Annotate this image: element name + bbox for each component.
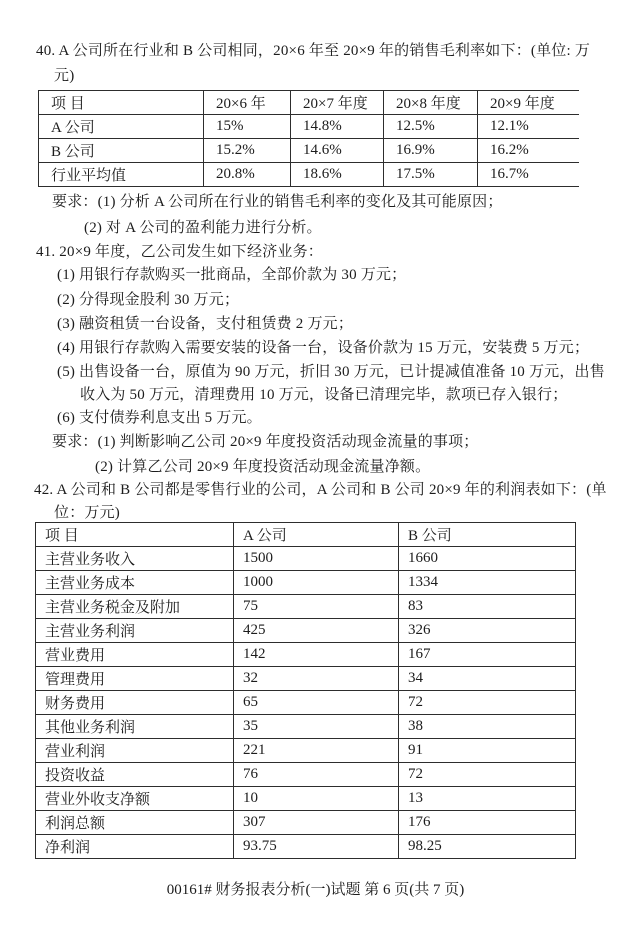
header-cell: 20×9 年度 — [478, 91, 579, 115]
q41-item-5-line1: (5) 出售设备一台，原值为 90 万元，折旧 30 万元，已计提减值准备 10 万元，出售 — [57, 364, 605, 380]
table-cell: 净利润 — [36, 835, 234, 859]
table-cell: 主营业务收入 — [36, 547, 234, 571]
question-42-intro-line2: 位：万元) — [54, 505, 120, 521]
table-cell: 1000 — [234, 571, 399, 595]
table-cell: 12.1% — [478, 115, 579, 139]
table-cell: 35 — [234, 715, 399, 739]
table-cell: 财务费用 — [36, 691, 234, 715]
q41-item-3: (3) 融资租赁一台设备，支付租赁费 2 万元； — [57, 316, 354, 332]
q41-item-5-line2: 收入为 50 万元，清理费用 10 万元，设备已清理完毕，款项已存入银行； — [80, 387, 568, 403]
table-cell: 营业利润 — [36, 739, 234, 763]
header-cell: 20×7 年度 — [291, 91, 384, 115]
table-cell: 425 — [234, 619, 399, 643]
table-cell: 16.7% — [478, 163, 579, 187]
q41-requirement-line1: 要求：(1) 判断影响乙公司 20×9 年度投资活动现金流量的事项； — [52, 434, 479, 450]
table-header-row — [36, 523, 576, 547]
q41-item-1: (1) 用银行存款购买一批商品，全部价款为 30 万元； — [57, 267, 407, 283]
table-cell: 营业费用 — [36, 643, 234, 667]
table-row — [36, 715, 576, 739]
header-cell: 20×8 年度 — [384, 91, 478, 115]
table-cell: 13 — [399, 787, 576, 811]
table-row — [36, 691, 576, 715]
table-cell: 12.5% — [384, 115, 478, 139]
table-cell: 83 — [399, 595, 576, 619]
table-row — [36, 787, 576, 811]
table-row — [36, 547, 576, 571]
table-row — [36, 739, 576, 763]
table-cell: 主营业务税金及附加 — [36, 595, 234, 619]
table-cell: 10 — [234, 787, 399, 811]
q41-item-6: (6) 支付债券利息支出 5 万元。 — [57, 410, 262, 426]
header-cell: A 公司 — [234, 523, 399, 547]
table-cell: 1500 — [234, 547, 399, 571]
table-row — [36, 571, 576, 595]
table-cell: 17.5% — [384, 163, 478, 187]
table-cell: 65 — [234, 691, 399, 715]
q40-requirement-line2: (2) 对 A 公司的盈利能力进行分析。 — [84, 220, 322, 236]
table-cell: 16.2% — [478, 139, 579, 163]
question-40-intro-line2: 元) — [54, 68, 75, 84]
question-40-intro-line1: 40. A 公司所在行业和 B 公司相同，20×6 年至 20×9 年的销售毛利率如下：(单位: 万 — [36, 43, 591, 59]
question-42-intro-line1: 42. A 公司和 B 公司都是零售行业的公司，A 公司和 B 公司 20×9 年的利润表如下：(单 — [34, 482, 607, 498]
table-cell: 1660 — [399, 547, 576, 571]
page-footer: 00161# 财务报表分析(一)试题 第 6 页(共 7 页) — [166, 882, 465, 898]
table-cell: 14.6% — [291, 139, 384, 163]
table-row — [36, 811, 576, 835]
table-cell: 72 — [399, 691, 576, 715]
table-cell: 326 — [399, 619, 576, 643]
q41-item-4: (4) 用银行存款购入需要安装的设备一台，设备价款为 15 万元，安装费 5 万元； — [57, 340, 590, 356]
table-cell: 38 — [399, 715, 576, 739]
table-cell: B 公司 — [39, 139, 204, 163]
table-cell: 管理费用 — [36, 667, 234, 691]
q40-gross-margin-table — [38, 90, 579, 187]
table-cell: 72 — [399, 763, 576, 787]
table-cell: 1334 — [399, 571, 576, 595]
q41-item-2: (2) 分得现金股利 30 万元； — [57, 292, 240, 308]
table-cell: 32 — [234, 667, 399, 691]
table-cell: 营业外收支净额 — [36, 787, 234, 811]
table-cell: 主营业务成本 — [36, 571, 234, 595]
header-cell: 20×6 年 — [204, 91, 291, 115]
table-cell: 176 — [399, 811, 576, 835]
table-cell: 142 — [234, 643, 399, 667]
table-row — [36, 763, 576, 787]
table-header-row — [39, 91, 579, 115]
table-cell: 20.8% — [204, 163, 291, 187]
table-cell: 167 — [399, 643, 576, 667]
table-row — [36, 595, 576, 619]
table-row — [36, 619, 576, 643]
table-cell: 93.75 — [234, 835, 399, 859]
table-cell: 利润总额 — [36, 811, 234, 835]
question-41-intro: 41. 20×9 年度，乙公司发生如下经济业务： — [36, 244, 324, 260]
table-row — [36, 667, 576, 691]
q42-income-statement-table — [35, 522, 576, 859]
table-row — [39, 139, 579, 163]
table-cell: 18.6% — [291, 163, 384, 187]
header-cell: 项 目 — [36, 523, 234, 547]
table-row — [39, 163, 579, 187]
table-cell: 15.2% — [204, 139, 291, 163]
table-cell: 投资收益 — [36, 763, 234, 787]
header-cell: 项 目 — [39, 91, 204, 115]
table-cell: 76 — [234, 763, 399, 787]
table-cell: 主营业务利润 — [36, 619, 234, 643]
q41-requirement-line2: (2) 计算乙公司 20×9 年度投资活动现金流量净额。 — [95, 459, 431, 475]
table-row — [36, 835, 576, 859]
table-row — [39, 115, 579, 139]
table-cell: 221 — [234, 739, 399, 763]
table-cell: 307 — [234, 811, 399, 835]
table-cell: 行业平均值 — [39, 163, 204, 187]
table-cell: 其他业务利润 — [36, 715, 234, 739]
table-cell: 75 — [234, 595, 399, 619]
table-cell: A 公司 — [39, 115, 204, 139]
table-row — [36, 643, 576, 667]
table-cell: 34 — [399, 667, 576, 691]
table-cell: 14.8% — [291, 115, 384, 139]
table-cell: 16.9% — [384, 139, 478, 163]
table-cell: 15% — [204, 115, 291, 139]
q40-requirement-line1: 要求：(1) 分析 A 公司所在行业的销售毛利率的变化及其可能原因； — [52, 194, 503, 210]
header-cell: B 公司 — [399, 523, 576, 547]
table-cell: 91 — [399, 739, 576, 763]
table-cell: 98.25 — [399, 835, 576, 859]
